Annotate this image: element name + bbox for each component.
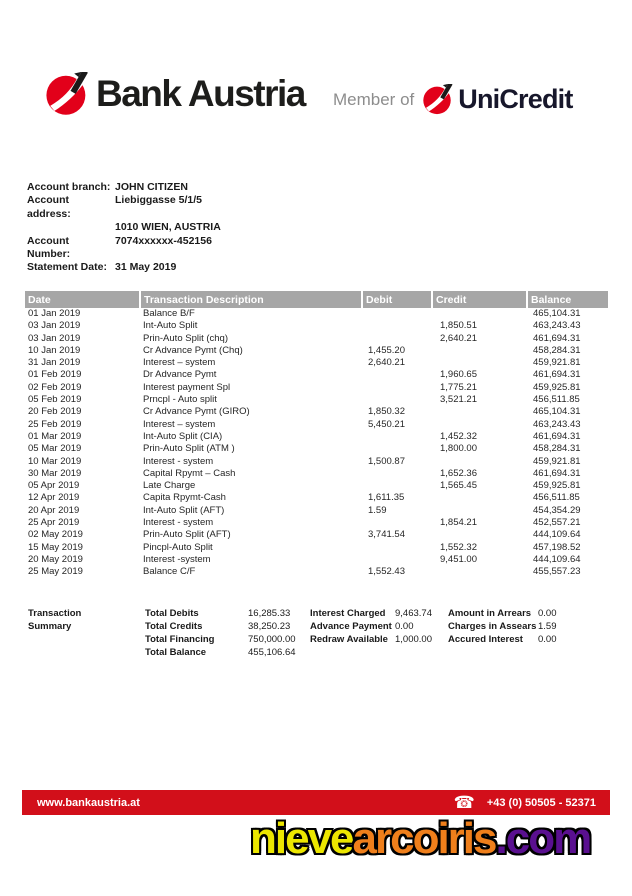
member-of-unicredit (333, 84, 573, 115)
cell-description: Interest payment Spl (143, 381, 231, 393)
cell-date: 10 Mar 2019 (28, 455, 82, 467)
cell-date: 03 Jan 2019 (28, 320, 81, 332)
summary-value (395, 646, 448, 659)
account-row (27, 194, 221, 221)
cell-credit (432, 566, 527, 578)
cell-date: 20 Apr 2019 (28, 504, 80, 516)
footer-phone-group (454, 794, 596, 811)
cell-debit (362, 333, 432, 345)
summary-value: 0.00 (538, 634, 557, 645)
summary-label: Total Financing (145, 634, 215, 645)
member-of-label: Member of (333, 89, 415, 109)
account-info (27, 181, 221, 275)
cell-date: 05 Feb 2019 (28, 394, 82, 406)
cell-debit (362, 369, 432, 381)
table-row (25, 542, 608, 554)
account-field-label (27, 221, 115, 234)
summary-row (28, 646, 588, 659)
cell-credit (432, 529, 527, 541)
footer-bar (22, 790, 610, 815)
summary-row (28, 607, 588, 620)
cell-date: 03 Jan 2019 (28, 332, 81, 344)
cell-balance: 455,557.23 (533, 566, 581, 578)
summary-label: Amount in Arrears (448, 608, 532, 619)
table-row (25, 456, 608, 468)
table-row (25, 308, 608, 320)
summary-label: Redraw Available (310, 634, 388, 645)
cell-description: Balance B/F (143, 308, 195, 319)
cell-date: 05 Mar 2019 (28, 443, 82, 455)
cell-balance: 458,284.31 (533, 344, 581, 356)
table-row (25, 468, 608, 480)
summary-label: Total Credits (145, 621, 203, 632)
cell-debit (362, 320, 432, 332)
cell-balance: 465,104.31 (533, 406, 581, 418)
account-field-label: Account branch: (27, 181, 111, 193)
cell-date: 05 Apr 2019 (28, 480, 80, 492)
cell-description: Int-Auto Split (143, 320, 198, 332)
table-row (25, 529, 608, 541)
cell-description: Cr Advance Pymt (GIRO) (143, 406, 250, 418)
cell-balance: 452,557.21 (533, 517, 581, 529)
cell-date: 20 Feb 2019 (28, 406, 82, 418)
cell-balance: 454,354.29 (533, 504, 581, 516)
cell-balance: 461,694.31 (533, 430, 581, 442)
watermark-part: .com (495, 814, 591, 863)
summary-title: Transaction (28, 608, 82, 619)
cell-description: Prin-Auto Split (AFT) (143, 529, 231, 541)
header-date: Date (25, 291, 140, 308)
summary-label: Interest Charged (310, 608, 386, 619)
summary-label: Total Balance (145, 647, 207, 658)
cell-debit (362, 468, 432, 480)
cell-balance: 459,921.81 (533, 455, 581, 467)
cell-credit (432, 492, 527, 504)
table-row (25, 566, 608, 578)
unicredit-mark-icon (423, 84, 454, 115)
summary-title (28, 633, 145, 646)
summary-value: 38,250.23 (248, 621, 291, 632)
cell-debit (362, 443, 432, 455)
summary-title: Summary (28, 621, 72, 632)
unicredit-name: UniCredit (458, 84, 573, 114)
cell-date: 25 Feb 2019 (28, 418, 82, 430)
header-description: Transaction Description (140, 291, 362, 308)
cell-credit (432, 419, 527, 431)
cell-description: Capita Rpymt-Cash (143, 492, 226, 504)
cell-credit: 3,521.21 (440, 394, 477, 406)
cell-description: Prncpl - Auto split (143, 394, 217, 406)
cell-credit: 1,854.21 (440, 517, 477, 529)
watermark (250, 814, 590, 864)
cell-balance: 459,921.81 (533, 357, 581, 369)
cell-description: Dr Advance Pymt (143, 369, 217, 381)
summary-value: 16,285.33 (248, 608, 291, 619)
header-debit: Debit (362, 291, 432, 308)
table-row (25, 320, 608, 332)
cell-balance: 444,109.64 (533, 529, 581, 541)
table-row (25, 431, 608, 443)
table-row (25, 554, 608, 566)
cell-balance: 461,694.31 (533, 467, 581, 479)
cell-date: 31 Jan 2019 (28, 357, 81, 369)
bank-austria-logo (46, 72, 305, 116)
account-field-value: 31 May 2019 (115, 261, 177, 274)
summary-label (448, 646, 538, 659)
cell-debit (362, 394, 432, 406)
account-field-value: 1010 WIEN, AUSTRIA (115, 221, 221, 234)
summary-value: 1,000.00 (395, 634, 432, 645)
summary-label: Total Debits (145, 608, 199, 619)
cell-description: Late Charge (143, 480, 196, 492)
cell-date: 15 May 2019 (28, 541, 83, 553)
cell-credit (432, 406, 527, 418)
table-row (25, 357, 608, 369)
cell-description: Interest – system (143, 418, 216, 430)
cell-credit: 1,565.45 (440, 480, 477, 492)
table-header (25, 291, 608, 308)
cell-balance: 456,511.85 (533, 492, 580, 504)
summary-label (310, 646, 395, 659)
cell-balance: 461,694.31 (533, 369, 581, 381)
cell-debit (362, 554, 432, 566)
cell-description: Int-Auto Split (CIA) (143, 430, 223, 442)
watermark-part: nieve (250, 814, 353, 863)
cell-description: Capital Rpymt – Cash (143, 467, 236, 479)
summary-value: 1.59 (538, 621, 557, 632)
account-field-label: Statement Date: (27, 261, 107, 274)
account-field-value: 7074xxxxxx-452156 (115, 234, 212, 247)
cell-debit: 1,850.32 (368, 406, 405, 418)
table-row (25, 492, 608, 504)
cell-credit: 1,552.32 (440, 541, 477, 553)
cell-description: Prin-Auto Split (ATM ) (143, 443, 235, 455)
header-balance: Balance (527, 291, 608, 308)
cell-description: Int-Auto Split (AFT) (143, 504, 225, 516)
cell-date: 20 May 2019 (28, 553, 83, 565)
cell-debit: 2,640.21 (368, 357, 405, 369)
summary-title (28, 646, 145, 659)
header-credit: Credit (432, 291, 527, 308)
cell-balance: 463,243.43 (533, 418, 581, 430)
cell-balance: 465,104.31 (533, 308, 581, 319)
table-row (25, 394, 608, 406)
summary-row (28, 633, 588, 646)
transactions-body (25, 308, 608, 579)
phone-number: +43 (0) 50505 - 52371 (486, 796, 596, 809)
cell-credit: 1,652.36 (440, 467, 477, 479)
summary-value (538, 646, 588, 659)
cell-debit: 1,455.20 (368, 344, 405, 356)
cell-date: 30 Mar 2019 (28, 467, 82, 479)
account-field-value: Liebiggasse 5/1/5 (115, 194, 202, 207)
transactions-table (25, 291, 608, 579)
cell-description: Pincpl-Auto Split (143, 541, 213, 553)
cell-debit (362, 431, 432, 443)
cell-balance: 444,109.64 (533, 553, 581, 565)
cell-balance: 457,198.52 (533, 541, 581, 553)
account-field-label: Account Number: (27, 234, 71, 261)
cell-credit: 1,800.00 (440, 443, 477, 455)
cell-debit: 1,500.87 (368, 455, 405, 467)
cell-date: 02 May 2019 (28, 529, 83, 541)
cell-debit: 1.59 (368, 504, 387, 516)
summary-value: 455,106.64 (248, 647, 296, 658)
table-row (25, 345, 608, 357)
cell-date: 01 Jan 2019 (28, 308, 81, 319)
cell-date: 01 Mar 2019 (28, 430, 82, 442)
cell-credit: 1,775.21 (440, 381, 477, 393)
account-row (27, 221, 221, 234)
table-row (25, 382, 608, 394)
cell-balance: 461,694.31 (533, 332, 581, 344)
cell-description: Cr Advance Pymt (Chq) (143, 344, 243, 356)
summary-value: 0.00 (395, 621, 414, 632)
cell-credit (432, 357, 527, 369)
cell-debit (362, 308, 432, 320)
table-row (25, 333, 608, 345)
cell-description: Interest - system (143, 517, 214, 529)
account-row (27, 181, 221, 194)
account-field-value: JOHN CITIZEN (115, 181, 188, 193)
cell-debit (362, 517, 432, 529)
summary-value: 0.00 (538, 608, 557, 619)
table-row (25, 369, 608, 381)
summary-value: 9,463.74 (395, 608, 432, 619)
cell-date: 10 Jan 2019 (28, 344, 81, 356)
cell-debit (362, 480, 432, 492)
cell-date: 01 Feb 2019 (28, 369, 82, 381)
bank-website-url: www.bankaustria.at (37, 796, 140, 809)
cell-description: Interest - system (143, 455, 214, 467)
cell-debit (362, 382, 432, 394)
cell-balance: 463,243.43 (533, 320, 581, 332)
account-row (27, 261, 221, 274)
table-row (25, 480, 608, 492)
summary-label: Charges in Assears (448, 621, 537, 632)
cell-balance: 459,925.81 (533, 480, 581, 492)
cell-debit: 1,611.35 (368, 492, 405, 504)
cell-date: 02 Feb 2019 (28, 381, 82, 393)
account-row (27, 235, 221, 262)
cell-date: 25 May 2019 (28, 566, 83, 578)
table-row (25, 419, 608, 431)
table-row (25, 505, 608, 517)
unicredit-mark-icon (46, 72, 90, 116)
cell-credit (432, 308, 527, 320)
telephone-icon: ☎ (453, 793, 475, 812)
table-row (25, 443, 608, 455)
watermark-part: arcoiris (352, 814, 496, 863)
cell-credit: 1,850.51 (440, 320, 477, 332)
cell-debit: 3,741.54 (368, 529, 405, 541)
cell-description: Interest -system (143, 553, 211, 565)
cell-date: 12 Apr 2019 (28, 492, 80, 504)
cell-balance: 459,925.81 (533, 381, 581, 393)
cell-credit: 2,640.21 (440, 332, 477, 344)
cell-balance: 456,511.85 (533, 394, 580, 406)
cell-description: Balance C/F (143, 566, 196, 578)
cell-debit: 1,552.43 (368, 566, 405, 578)
account-field-label: Account address: (27, 194, 71, 220)
cell-credit (432, 345, 527, 357)
cell-credit (432, 505, 527, 517)
cell-debit (362, 542, 432, 554)
summary-value: 750,000.00 (248, 634, 296, 645)
summary-label: Advance Payment (310, 621, 392, 632)
cell-debit: 5,450.21 (368, 418, 405, 430)
bank-name: Bank Austria (96, 73, 305, 114)
cell-description: Prin-Auto Split (chq) (143, 332, 229, 344)
summary-row (28, 620, 588, 633)
cell-description: Interest – system (143, 357, 216, 369)
summary-label: Accured Interest (448, 634, 523, 645)
cell-credit: 1,452.32 (440, 430, 477, 442)
cell-date: 25 Apr 2019 (28, 517, 80, 529)
cell-balance: 458,284.31 (533, 443, 581, 455)
table-row (25, 517, 608, 529)
table-row (25, 406, 608, 418)
cell-credit: 1,960.65 (440, 369, 477, 381)
cell-credit: 9,451.00 (440, 553, 477, 565)
summary-grid (28, 607, 588, 659)
cell-credit (432, 456, 527, 468)
